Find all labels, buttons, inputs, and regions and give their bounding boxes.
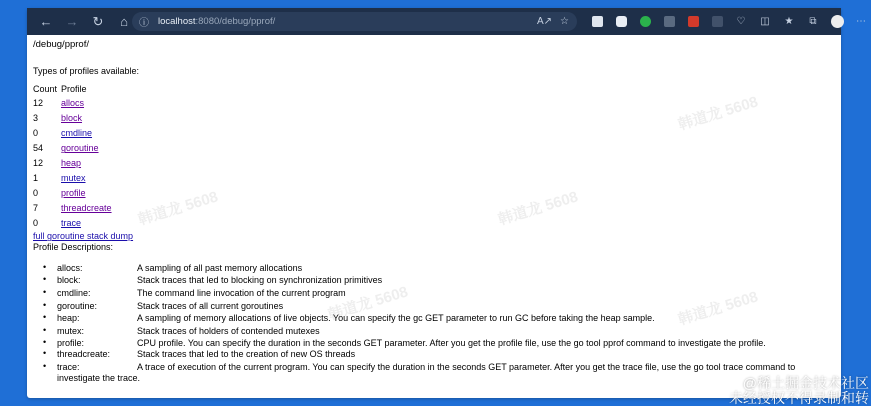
table-row xyxy=(33,96,112,111)
profiles-table xyxy=(33,83,112,231)
watermark: 韩道龙 5608 xyxy=(676,288,761,329)
profile-header: Profile xyxy=(61,84,87,95)
profile-count: 7 xyxy=(33,203,39,214)
watermark: 韩道龙 5608 xyxy=(676,93,761,134)
info-icon[interactable]: ⓘ xyxy=(139,18,149,29)
description-key: • allocs: xyxy=(57,262,83,273)
description-item xyxy=(43,349,835,362)
description-text: CPU profile. You can specify the duration in the seconds GET parameter. After you get the profile file, use the go tool pprof command to investigate the profile. xyxy=(137,338,766,349)
description-key: • block: xyxy=(57,275,81,286)
home-icon[interactable]: ⌂ xyxy=(120,14,128,29)
extension-icon-5[interactable] xyxy=(686,15,700,29)
more-menu-icon[interactable]: ⋯ xyxy=(856,16,866,27)
table-row xyxy=(33,186,112,201)
table-row xyxy=(33,201,112,216)
watermark: 韩道龙 5608 xyxy=(496,188,581,229)
profile-link-profile[interactable]: profile xyxy=(61,188,86,199)
descriptions-title: Profile Descriptions: xyxy=(33,241,114,252)
extension-icon-1[interactable] xyxy=(590,15,604,29)
table-row xyxy=(33,216,112,231)
profile-link-allocs[interactable]: allocs xyxy=(61,98,85,109)
intro-text: Types of profiles available: xyxy=(33,66,140,77)
description-text: A trace of execution of the current program. You can specify the duration in the seconds GET parameter. After you get the trace file, use the go tool trace command to investigate the trace. xyxy=(57,361,796,383)
profile-count: 0 xyxy=(33,188,39,199)
refresh-icon[interactable]: ↻ xyxy=(92,13,104,29)
browser-toolbar xyxy=(27,8,866,35)
description-text: A sampling of all past memory allocations xyxy=(137,262,303,273)
description-item xyxy=(43,275,835,288)
address-bar[interactable] xyxy=(132,12,577,31)
extension-icon-4[interactable] xyxy=(662,15,676,29)
extension-icon-6[interactable] xyxy=(710,15,724,29)
description-key: • mutex: xyxy=(57,325,85,336)
description-text: Stack traces of holders of contended mutexes xyxy=(137,325,320,336)
description-text: Stack traces that led to the creation of new OS threads xyxy=(137,349,356,360)
profile-count: 0 xyxy=(33,218,39,229)
description-text: The command line invocation of the current program xyxy=(137,287,346,298)
description-text: Stack traces that led to blocking on synchronization primitives xyxy=(137,275,383,286)
profile-link-goroutine[interactable]: goroutine xyxy=(61,143,99,154)
description-item xyxy=(43,326,835,339)
watermark: 韩道龙 5608 xyxy=(136,188,221,229)
split-screen-icon[interactable]: ◫ xyxy=(760,16,770,27)
description-item xyxy=(43,338,835,349)
table-row xyxy=(33,171,112,186)
browser-window xyxy=(27,8,866,398)
description-key: • cmdline: xyxy=(57,287,91,298)
read-aloud-icon[interactable]: A↗ xyxy=(536,16,553,27)
collections-icon[interactable]: ⧉ xyxy=(809,16,817,27)
favorites-icon[interactable]: ★ xyxy=(784,16,794,27)
extension-icon-3[interactable] xyxy=(638,15,652,29)
page-content xyxy=(27,35,841,387)
description-item xyxy=(43,362,835,384)
forward-arrow-icon[interactable]: → xyxy=(65,14,79,29)
profile-count: 3 xyxy=(33,113,39,124)
corner-watermark: @稀土掘金技术社区 未经授权不得录制和转 xyxy=(729,375,869,406)
profile-count: 12 xyxy=(33,98,44,109)
description-text: Stack traces of all current goroutines xyxy=(137,300,284,311)
back-arrow-icon[interactable]: ← xyxy=(39,14,53,29)
profile-link-threadcreate[interactable]: threadcreate xyxy=(61,203,112,214)
description-key: • profile: xyxy=(57,338,85,349)
profile-count: 0 xyxy=(33,128,39,139)
profile-link-trace[interactable]: trace xyxy=(61,218,82,229)
description-text: A sampling of memory allocations of live objects. You can specify the gc GET parameter to run GC before taking the heap sample. xyxy=(137,313,655,324)
page-title: /debug/pprof/ xyxy=(33,39,89,50)
profile-link-cmdline[interactable]: cmdline xyxy=(61,128,93,139)
description-item xyxy=(43,263,835,276)
profile-link-block[interactable]: block xyxy=(61,113,83,124)
description-key: • threadcreate: xyxy=(57,349,111,360)
profile-count: 1 xyxy=(33,173,39,184)
watermark: 韩道龙 5608 xyxy=(326,283,411,324)
table-row xyxy=(33,126,112,141)
profile-count: 12 xyxy=(33,158,44,169)
avatar[interactable] xyxy=(830,15,844,29)
description-key: trace: xyxy=(57,361,80,372)
favorite-add-icon[interactable]: ☆ xyxy=(560,16,569,27)
description-item xyxy=(43,301,835,314)
count-header: Count xyxy=(33,84,58,95)
table-row xyxy=(33,141,112,156)
descriptions-list xyxy=(33,263,835,384)
description-item xyxy=(43,288,835,301)
description-item xyxy=(43,313,835,326)
extension-icon-2[interactable] xyxy=(614,15,628,29)
table-row xyxy=(33,156,112,171)
description-key: • goroutine: xyxy=(57,300,98,311)
full-goroutine-dump-link[interactable]: full goroutine stack dump xyxy=(33,231,134,242)
table-row xyxy=(33,111,112,126)
performance-icon[interactable]: ♡ xyxy=(736,16,746,27)
url-text[interactable]: localhost:8080/debug/pprof/ xyxy=(158,16,276,27)
profile-count: 54 xyxy=(33,143,44,154)
description-key: • heap: xyxy=(57,313,80,324)
profile-link-heap[interactable]: heap xyxy=(61,158,82,169)
profile-link-mutex[interactable]: mutex xyxy=(61,173,86,184)
